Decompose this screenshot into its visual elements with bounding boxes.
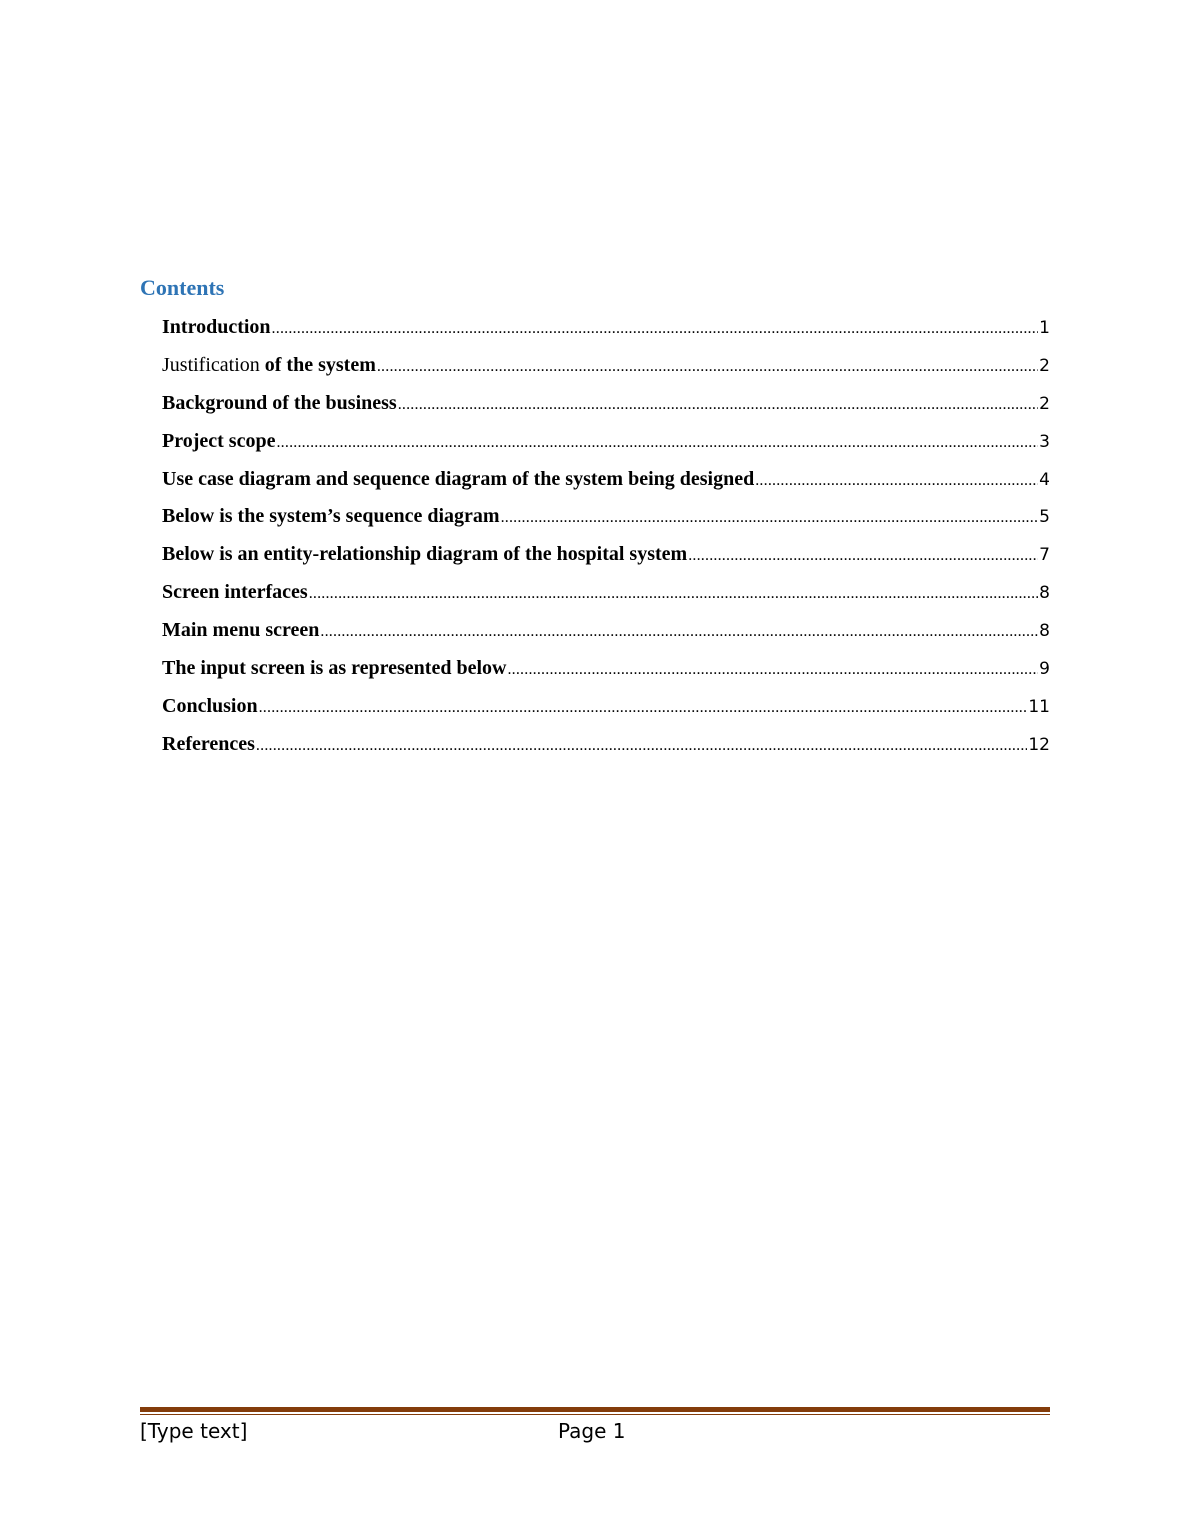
toc-entry-title: Project scope bbox=[162, 429, 276, 452]
dot-leader bbox=[688, 542, 1038, 570]
dot-leader bbox=[377, 353, 1038, 381]
toc-heading: Contents bbox=[140, 275, 225, 300]
toc-entry-conclusion[interactable] bbox=[162, 692, 1050, 730]
toc-entry-page-number: 11 bbox=[1028, 696, 1050, 717]
toc-entry-page-number: 5 bbox=[1039, 507, 1050, 528]
dot-leader bbox=[501, 504, 1039, 532]
footer-divider-thin bbox=[140, 1414, 1050, 1415]
toc-entry-title: Main menu screen bbox=[162, 619, 320, 642]
toc-entry-title: Justification of the system bbox=[162, 353, 376, 376]
toc-entry-page-number: 1 bbox=[1039, 318, 1050, 338]
toc-entry-page-number: 3 bbox=[1039, 431, 1050, 452]
toc-entry-title: Background of the business bbox=[162, 391, 397, 414]
toc-entry-title: Use case diagram and sequence diagram of the system being designed bbox=[162, 467, 755, 490]
toc-entry-references[interactable] bbox=[162, 730, 1050, 768]
toc-entry-justification[interactable] bbox=[162, 351, 1050, 389]
toc-entry-page-number: 2 bbox=[1039, 393, 1050, 414]
toc-entry-page-number: 9 bbox=[1039, 659, 1050, 680]
toc-list bbox=[162, 313, 1050, 768]
dot-leader bbox=[309, 580, 1038, 608]
toc-entry-title: References bbox=[162, 732, 255, 755]
dot-leader bbox=[276, 429, 1038, 457]
toc-entry-input-screen[interactable] bbox=[162, 654, 1050, 692]
dot-leader bbox=[507, 656, 1038, 684]
footer-page-number: Page 1 bbox=[558, 1419, 626, 1443]
toc-entry-page-number: 8 bbox=[1039, 583, 1050, 604]
toc-entry-use-case-diagram[interactable] bbox=[162, 465, 1050, 503]
toc-entry-project-scope[interactable] bbox=[162, 427, 1050, 465]
toc-entry-title: Introduction bbox=[162, 316, 271, 338]
dot-leader bbox=[256, 732, 1027, 760]
toc-entry-page-number: 2 bbox=[1039, 355, 1050, 376]
dot-leader bbox=[259, 694, 1028, 722]
toc-entry-title: Below is the system’s sequence diagram bbox=[162, 505, 500, 528]
toc-entry-main-menu-screen[interactable] bbox=[162, 616, 1050, 654]
dot-leader bbox=[320, 618, 1038, 646]
toc-entry-page-number: 12 bbox=[1028, 734, 1050, 755]
dot-leader bbox=[398, 391, 1038, 419]
footer-placeholder-text[interactable]: [Type text] bbox=[140, 1419, 248, 1443]
dot-leader bbox=[755, 467, 1038, 495]
toc-entry-background[interactable] bbox=[162, 389, 1050, 427]
toc-entry-title: Conclusion bbox=[162, 694, 258, 717]
toc-entry-sequence-diagram[interactable] bbox=[162, 502, 1050, 540]
footer-divider-thick bbox=[140, 1407, 1050, 1412]
toc-entry-introduction[interactable] bbox=[162, 313, 1050, 351]
toc-entry-page-number: 4 bbox=[1039, 469, 1050, 490]
toc-entry-title: The input screen is as represented below bbox=[162, 657, 507, 680]
dot-leader bbox=[272, 315, 1039, 343]
toc-entry-page-number: 8 bbox=[1039, 621, 1050, 642]
toc-entry-er-diagram[interactable] bbox=[162, 540, 1050, 578]
toc-entry-page-number: 7 bbox=[1039, 545, 1050, 566]
toc-entry-title: Screen interfaces bbox=[162, 581, 308, 604]
toc-entry-screen-interfaces[interactable] bbox=[162, 578, 1050, 616]
toc-entry-title: Below is an entity-relationship diagram of the hospital system bbox=[162, 543, 688, 566]
